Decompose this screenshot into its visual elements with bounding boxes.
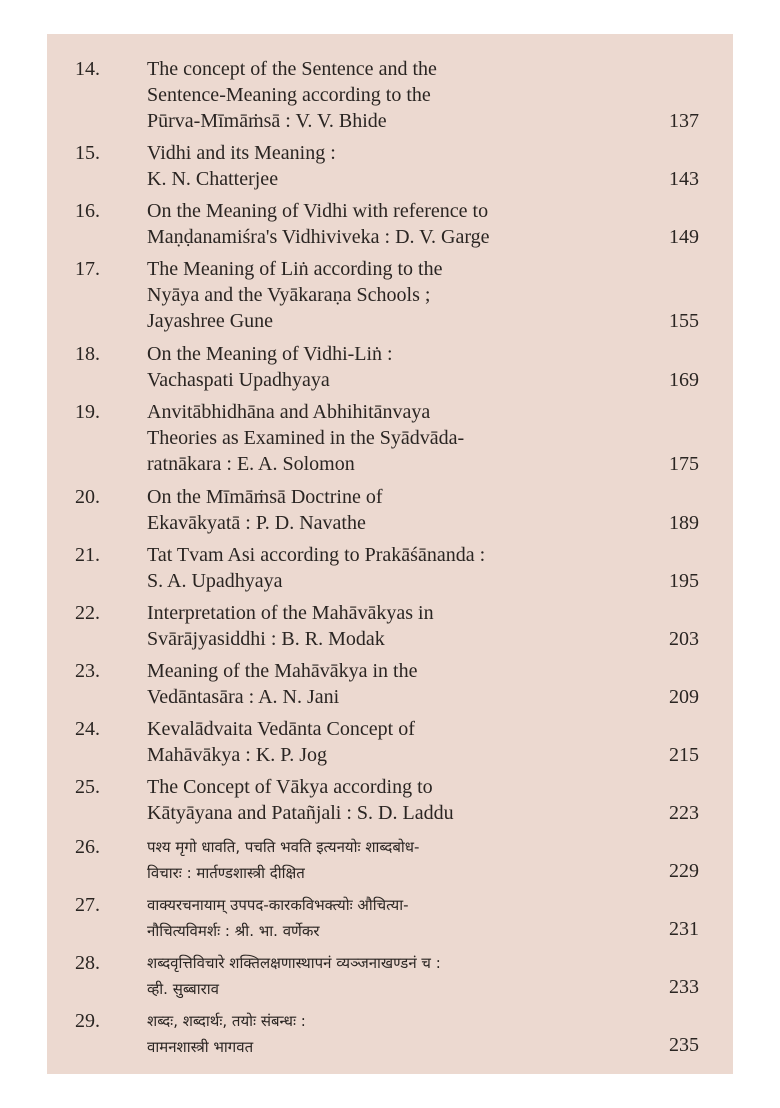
entry-line: Ekavākyatā : P. D. Navathe [147, 512, 366, 534]
entry-number: 25. [75, 776, 100, 798]
entry-number: 26. [75, 836, 100, 858]
entry-page-number: 195 [669, 570, 699, 592]
entry-page-number: 189 [669, 512, 699, 534]
toc-page [47, 34, 733, 1074]
entry-page-number: 223 [669, 802, 699, 824]
entry-page-number: 137 [669, 110, 699, 132]
entry-line: Tat Tvam Asi according to Prakāśānanda : [147, 544, 486, 566]
entry-line: Vachaspati Upadhyaya [147, 369, 330, 391]
entry-number: 27. [75, 894, 100, 916]
entry-line: The Concept of Vākya according to [147, 776, 433, 798]
entry-number: 29. [75, 1010, 100, 1032]
entry-line: Sentence-Meaning according to the [147, 84, 431, 106]
entry-page-number: 215 [669, 744, 699, 766]
entry-line: Theories as Examined in the Syādvāda- [147, 427, 465, 449]
entry-page-number: 143 [669, 168, 699, 190]
entry-number: 24. [75, 718, 100, 740]
entry-line: Pūrva-Mīmāṁsā : V. V. Bhide [147, 110, 387, 132]
entry-line: Nyāya and the Vyākaraṇa Schools ; [147, 284, 431, 306]
entry-line: नौचित्यविमर्शः : श्री. भा. वर्णेकर [147, 922, 320, 940]
entry-line: The concept of the Sentence and the [147, 58, 437, 80]
entry-page-number: 149 [669, 226, 699, 248]
entry-page-number: 233 [669, 976, 699, 998]
entry-number: 14. [75, 58, 100, 80]
entry-line: शब्दः, शब्दार्थः, तयोः संबन्धः : [147, 1012, 306, 1030]
entry-page-number: 175 [669, 453, 699, 475]
entry-line: Kātyāyana and Patañjali : S. D. Laddu [147, 802, 454, 824]
entry-number: 15. [75, 142, 100, 164]
entry-line: Maṇḍanamiśra's Vidhiviveka : D. V. Garge [147, 226, 490, 248]
entry-line: शब्दवृत्तिविचारे शक्तिलक्षणास्थापनं व्यञ्जनाखण्डनं च : [147, 954, 441, 972]
entry-page-number: 229 [669, 860, 699, 882]
entry-number: 28. [75, 952, 100, 974]
entry-line: On the Meaning of Vidhi-Liṅ : [147, 343, 393, 365]
entry-page-number: 235 [669, 1034, 699, 1056]
entry-line: पश्य मृगो धावति, पचति भवति इत्यनयोः शाब्दबोध- [147, 838, 420, 856]
entry-number: 23. [75, 660, 100, 682]
entry-line: ratnākara : E. A. Solomon [147, 453, 355, 475]
entry-line: K. N. Chatterjee [147, 168, 279, 190]
entry-number: 22. [75, 602, 100, 624]
entry-line: व्ही. सुब्बाराव [147, 980, 219, 998]
entry-line: On the Meaning of Vidhi with reference to [147, 200, 489, 222]
entry-line: The Meaning of Liṅ according to the [147, 258, 443, 280]
entry-page-number: 209 [669, 686, 699, 708]
entry-number: 21. [75, 544, 100, 566]
entry-line: Anvitābhidhāna and Abhihitānvaya [147, 401, 431, 423]
entry-page-number: 155 [669, 310, 699, 332]
entry-page-number: 169 [669, 369, 699, 391]
entry-number: 18. [75, 343, 100, 365]
entry-line: S. A. Upadhyaya [147, 570, 283, 592]
entry-line: Vidhi and its Meaning : [147, 142, 336, 164]
entry-number: 19. [75, 401, 100, 423]
entry-line: Svārājyasiddhi : B. R. Modak [147, 628, 385, 650]
entry-number: 17. [75, 258, 100, 280]
entry-line: Interpretation of the Mahāvākyas in [147, 602, 434, 624]
entry-page-number: 231 [669, 918, 699, 940]
entry-line: Jayashree Gune [147, 310, 274, 332]
entry-line: Kevalādvaita Vedānta Concept of [147, 718, 415, 740]
entry-line: Meaning of the Mahāvākya in the [147, 660, 418, 682]
entry-line: वाक्यरचनायाम् उपपद-कारकविभक्त्योः औचित्या- [147, 896, 409, 914]
entry-line: On the Mīmāṁsā Doctrine of [147, 486, 383, 508]
entry-line: Vedāntasāra : A. N. Jani [147, 686, 340, 708]
entry-line: Mahāvākya : K. P. Jog [147, 744, 327, 766]
entry-number: 20. [75, 486, 100, 508]
entry-number: 16. [75, 200, 100, 222]
entry-page-number: 203 [669, 628, 699, 650]
entry-line: वामनशास्त्री भागवत [147, 1038, 254, 1056]
entry-line: विचारः : मार्तण्डशास्त्री दीक्षित [147, 864, 305, 882]
